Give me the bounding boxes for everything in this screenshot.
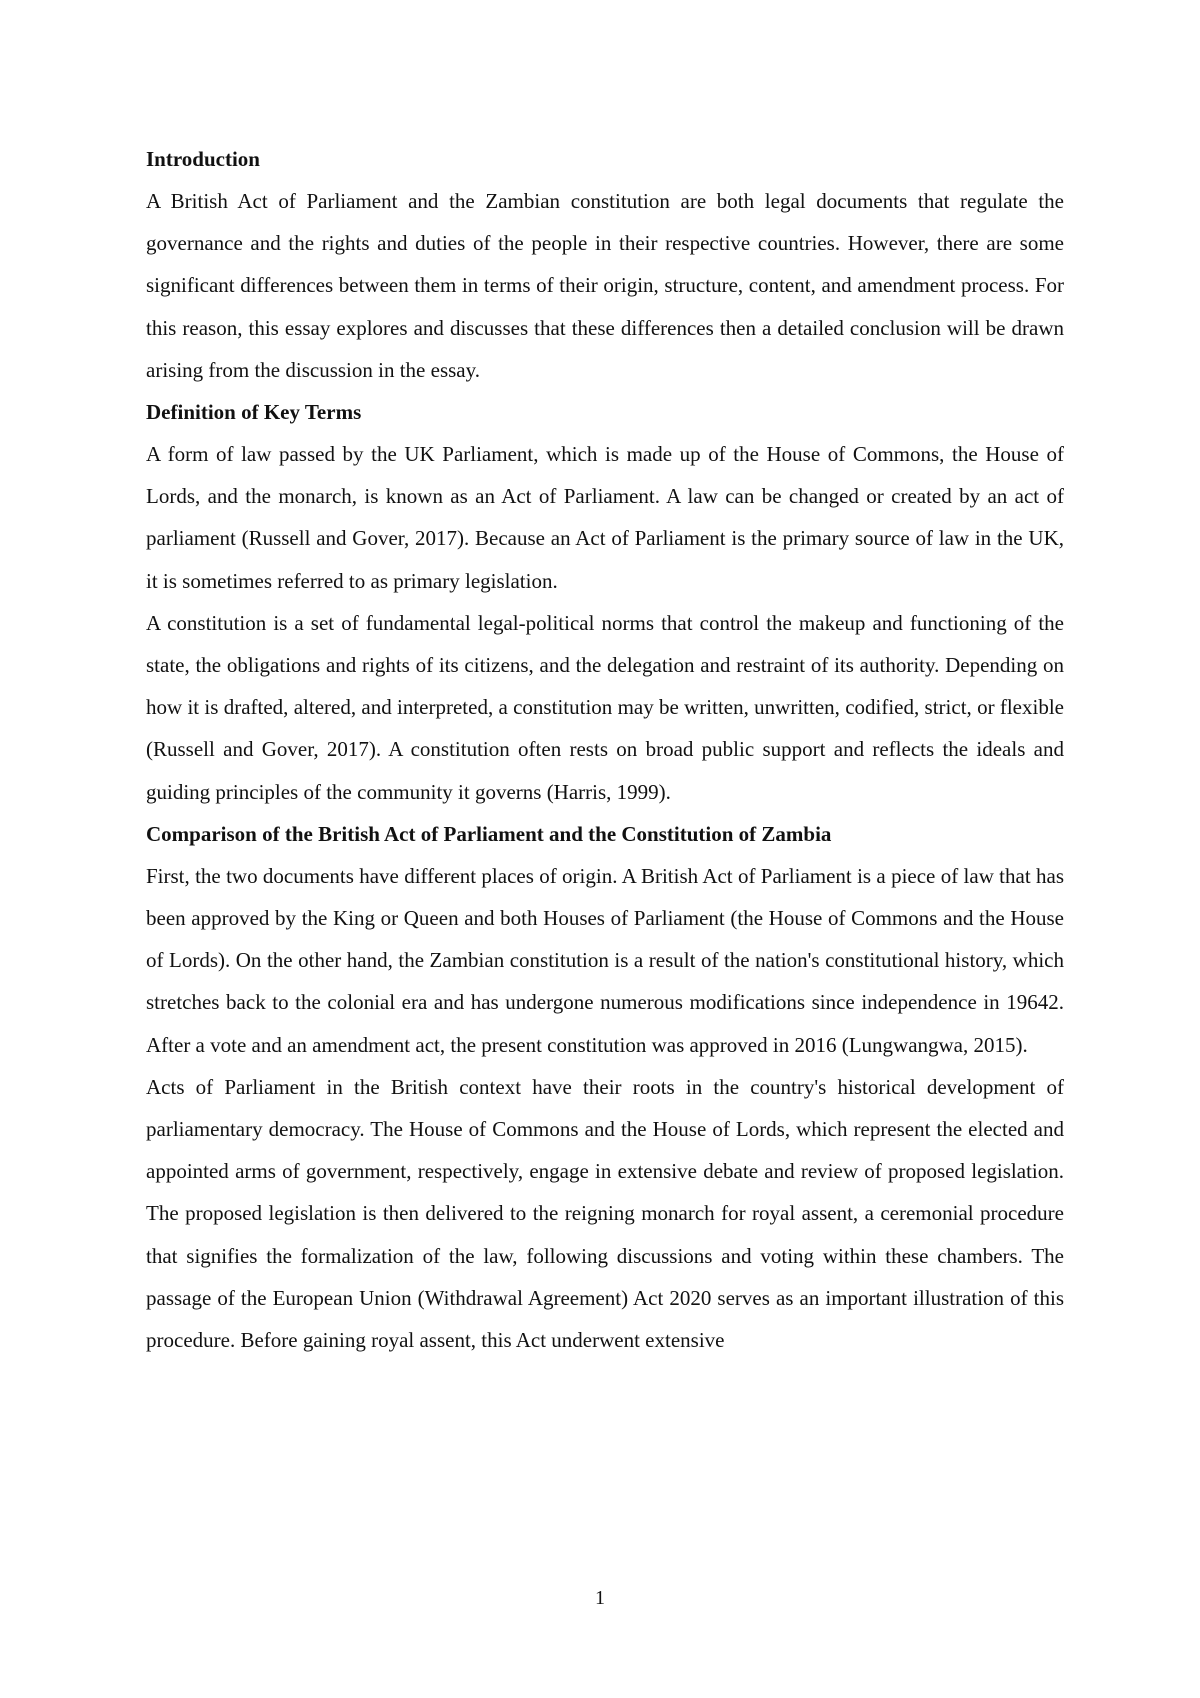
paragraph: Acts of Parliament in the British context have their roots in the country's historical development of parliamentary democracy. The House of Commons and the House of Lords, which represent the elected and appointed arms of government, respectively, engage in extensive debate and review of proposed legislation. The proposed legislation is then delivered to the reigning monarch for royal assent, a ceremonial procedure that signifies the formalization of the law, following discussions and voting within these chambers. The passage of the European Union (Withdrawal Agreement) Act 2020 serves as an important illustration of this procedure. Before gaining royal assent, this Act underwent extensive [146,1074,1064,1353]
section-heading: Comparison of the British Act of Parliament and the Constitution of Zambia [146,821,832,846]
section-introduction [146,138,1064,391]
document-page [146,138,1064,1361]
paragraph: A British Act of Parliament and the Zambian constitution are both legal documents that regulate the governance and the rights and duties of the people in their respective countries. However, there are some significant differences between them in terms of their origin, structure, content, and amendment process. For this reason, this essay explores and discusses that these differences then a detailed conclusion will be drawn arising from the discussion in the essay. [146,189,1064,382]
paragraph: A constitution is a set of fundamental legal-political norms that control the makeup and functioning of the state, the obligations and rights of its citizens, and the delegation and restraint of its authority. Depending on how it is drafted, altered, and interpreted, a constitution may be written, unwritten, codified, strict, or flexible (Russell and Gover, 2017). A constitution often rests on broad public support and reflects the ideals and guiding principles of the community it governs (Harris, 1999). [146,610,1064,804]
section-heading: Definition of Key Terms [146,400,362,425]
paragraph: First, the two documents have different places of origin. A British Act of Parliament is a piece of law that has been approved by the King or Queen and both Houses of Parliament (the House of Commons and the House of Lords). On the other hand, the Zambian constitution is a result of the nation's constitutional history, which stretches back to the colonial era and has undergone numerous modifications since independence in 19642. After a vote and an amendment act, the present constitution was approved in 2016 (Lungwangwa, 2015). [146,863,1064,1057]
section-definition-of-key-terms [146,391,1064,813]
page-number: 1 [595,1587,605,1609]
section-heading: Introduction [146,147,260,171]
paragraph: A form of law passed by the UK Parliament, which is made up of the House of Commons, the House of Lords, and the monarch, is known as an Act of Parliament. A law can be changed or created by an act of parliament (Russell and Gover, 2017). Because an Act of Parliament is the primary source of law in the UK, it is sometimes referred to as primary legislation. [146,442,1064,593]
section-comparison [146,813,1064,1361]
